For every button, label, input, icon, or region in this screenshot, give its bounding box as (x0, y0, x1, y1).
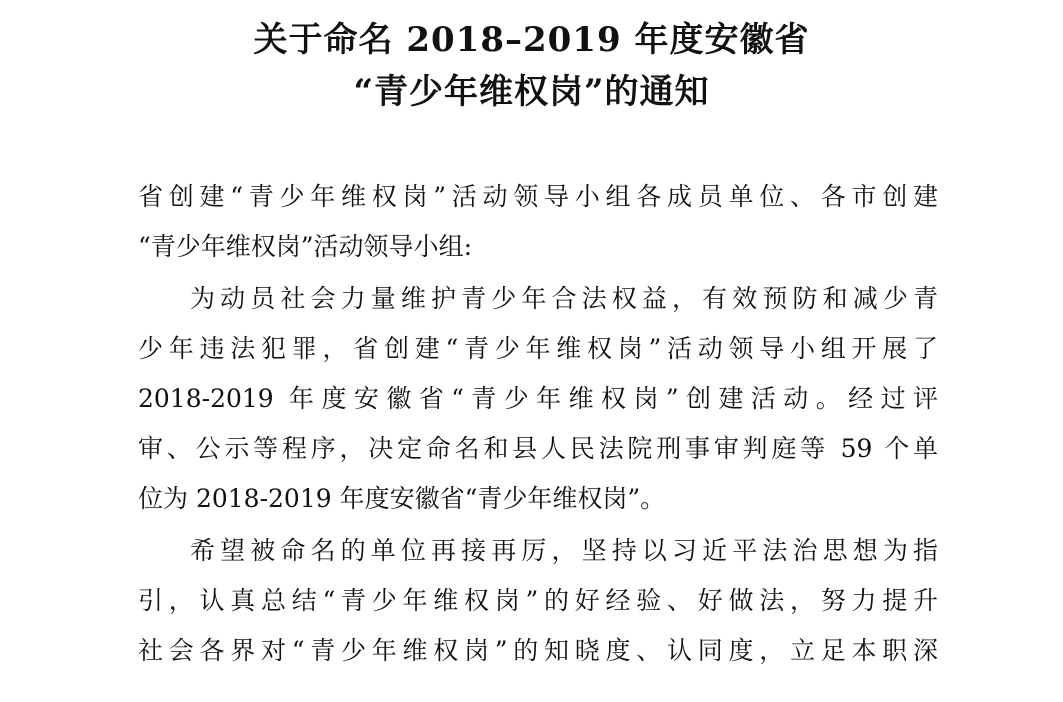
paragraph-1-line-4: 审、公示等程序，决定命名和县人民法院刑事审判庭等 59 个单 (138, 434, 938, 463)
paragraph-1-line-3: 2018-2019 年度安徽省“青少年维权岗”创建活动。经过评 (138, 384, 938, 413)
paragraph-1-line-5: 位为 2018-2019 年度安徽省“青少年维权岗”。 (138, 484, 666, 513)
paragraph-1-line-2: 少年违法犯罪，省创建“青少年维权岗”活动领导小组开展了 (138, 334, 938, 363)
paragraph-2-line-1: 希望被命名的单位再接再厉，坚持以习近平法治思想为指 (190, 536, 938, 565)
paragraph-2-line-2: 引，认真总结“青少年维权岗”的好经验、好做法，努力提升 (138, 586, 938, 615)
salutation-line-1: 省创建“青少年维权岗”活动领导小组各成员单位、各市创建 (138, 182, 938, 211)
paragraph-2-line-3: 社会各界对“青少年维权岗”的知晓度、认同度，立足本职深 (138, 636, 938, 665)
paragraph-1-line-1: 为动员社会力量维护青少年合法权益，有效预防和减少青 (190, 284, 938, 313)
document-title-line-2: “青少年维权岗”的通知 (353, 72, 710, 112)
document-title-line-1: 关于命名 2018–2019 年度安徽省 (253, 20, 810, 60)
salutation-line-2: “青少年维权岗”活动领导小组: (138, 232, 472, 261)
